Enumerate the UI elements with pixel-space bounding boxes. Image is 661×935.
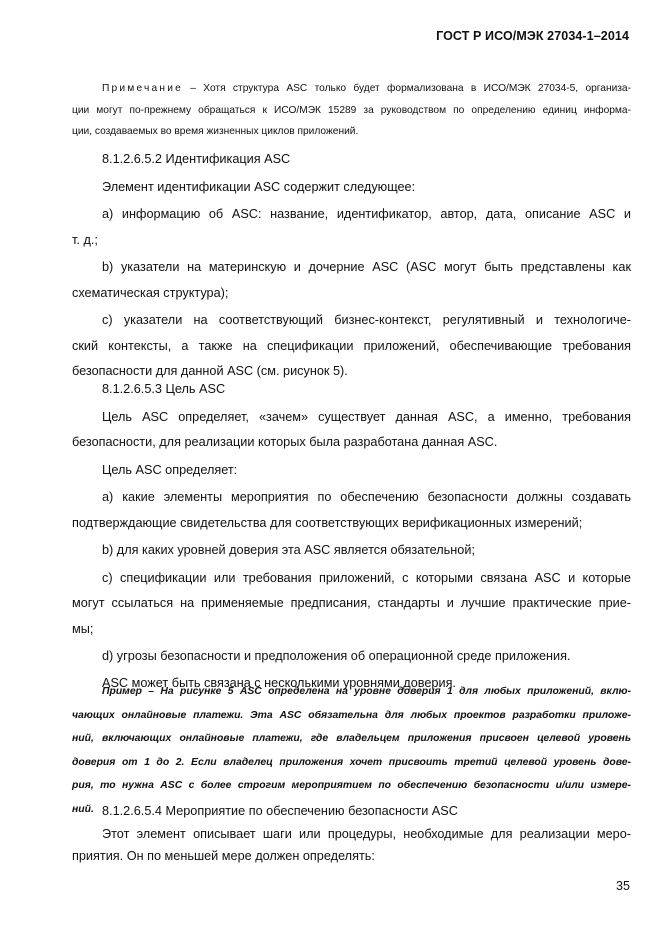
paragraph-cont: приятия. Он по меньшей мере должен определять: — [72, 849, 375, 863]
paragraph-cont: безопасности, для реализации которых была разработана данная ASC. — [72, 435, 498, 449]
list-item-a-cont: т. д.; — [72, 232, 98, 247]
section-heading: 8.1.2.6.5.3 Цель ASC — [102, 382, 226, 396]
paragraph: Цель ASC определяет, «зачем» существует данная ASC, а именно, требования — [102, 409, 631, 424]
list-item-a-cont: подтверждающие свидетельства для соответствующих верификационных измерений; — [72, 515, 583, 530]
example-line: рия, то нужна ASC с более строгим мероприятием по обеспечению безопасности и/или измере- — [72, 780, 631, 791]
list-item-c-cont: мы; — [72, 621, 94, 636]
list-item-b-cont: схематическая структура); — [72, 285, 229, 300]
section-activity — [72, 800, 631, 868]
list-item-c-cont: могут ссылаться на применяемые предписания, стандарты и лучшие практические прие- — [72, 596, 631, 610]
example-line: Пример – На рисунке 5 ASC определена на уровне доверия 1 для любых приложений, вклю- — [102, 686, 631, 697]
example-line: доверия от 1 до 2. Если владелец приложения хочет присвоить третий целевой уровень дове- — [72, 756, 631, 768]
section-goal — [72, 377, 631, 696]
example-line: ний. — [72, 803, 94, 815]
paragraph: Этот элемент описывает шаги или процедуры, необходимые для реализации меро- — [102, 826, 631, 841]
note-line: Примечание – Хотя структура ASC только будет формализована в ИСО/МЭК 27034-5, организа- — [102, 83, 631, 94]
list-item-c: c) указатели на соответствующий бизнес-контекст, регулятивный и технологиче- — [102, 313, 631, 327]
list-item-c: c) спецификации или требования приложений, с которыми связана ASC и которые — [102, 570, 631, 585]
example-line: ний, включающих онлайновые платежи, где владельцем приложения присвоен целевой уровень — [72, 733, 631, 744]
note-line: ции, создаваемых во время жизненных циклов приложений. — [72, 126, 359, 137]
section-identification — [72, 147, 631, 385]
note-block — [72, 78, 631, 143]
example-line: чающих онлайновые платежи. Эта ASC обязательна для любых проектов разработки приложе- — [72, 709, 631, 721]
list-item-b: b) указатели на материнскую и дочерние ASC (ASC могут быть представлены как — [102, 260, 631, 274]
list-item-a: а) информацию об ASC: название, идентификатор, автор, дата, описание ASC и — [102, 207, 631, 221]
note-line: ции могут по-прежнему обращаться к ИСО/МЭК 15289 за руководством по определению единиц информа- — [72, 104, 631, 116]
page-number: 35 — [616, 879, 630, 893]
section-heading: 8.1.2.6.5.4 Мероприятие по обеспечению безопасности ASC — [102, 804, 458, 818]
paragraph: ASC может быть связана с несколькими уровнями доверия. — [102, 675, 456, 690]
list-item-a: а) какие элементы мероприятия по обеспечению безопасности должны создавать — [102, 490, 631, 504]
list-item-c-cont: безопасности для данной ASC (см. рисунок 5). — [72, 364, 348, 378]
note-label: Примечание — [102, 83, 183, 94]
section-heading: 8.1.2.6.5.2 Идентификация ASC — [102, 152, 291, 166]
list-item-c-cont: ский контексты, а также на спецификации приложений, обеспечивающие требования — [72, 338, 631, 353]
standard-header: ГОСТ Р ИСО/МЭК 27034-1–2014 — [436, 29, 629, 43]
list-item-d: d) угрозы безопасности и предположения об операционной среде приложения. — [102, 649, 571, 663]
paragraph: Элемент идентификации ASC содержит следующее: — [102, 179, 416, 194]
list-item-b: b) для каких уровней доверия эта ASC является обязательной; — [102, 543, 475, 557]
paragraph: Цель ASC определяет: — [102, 462, 238, 477]
